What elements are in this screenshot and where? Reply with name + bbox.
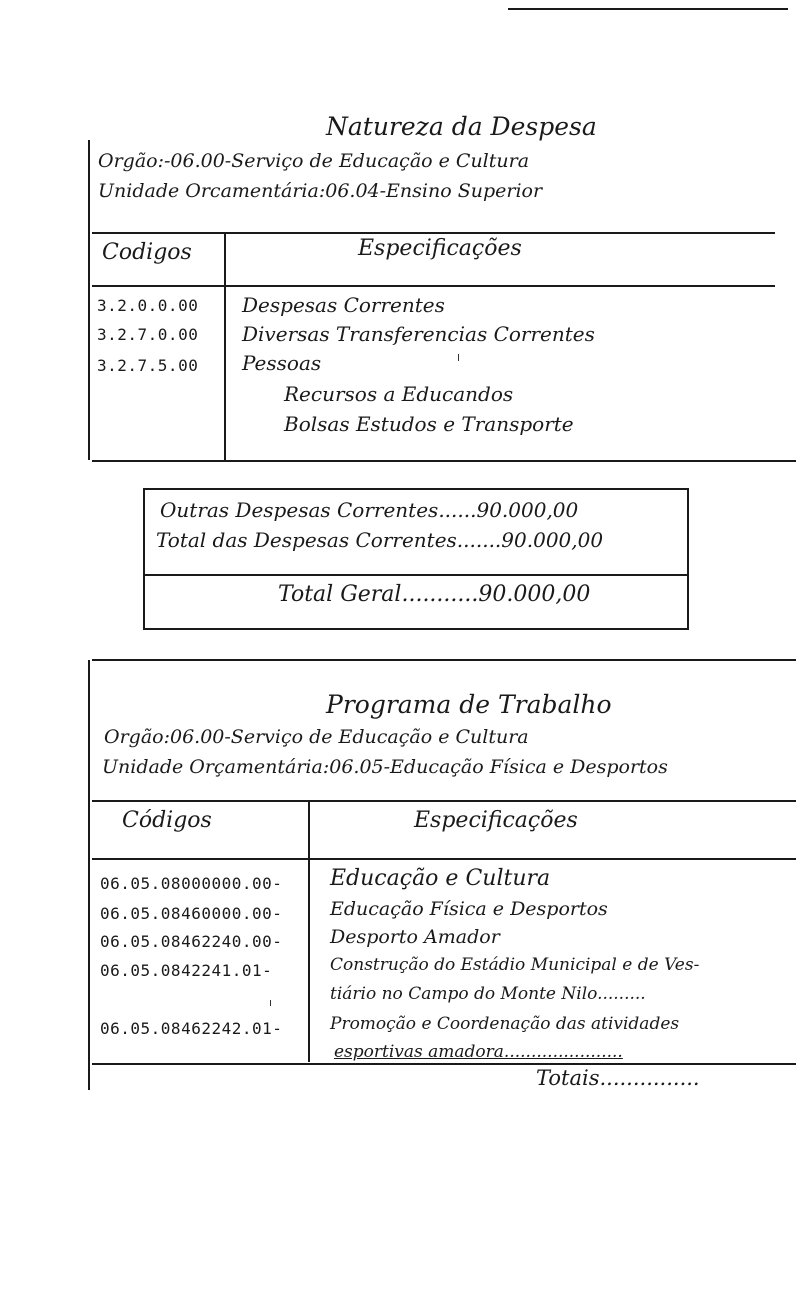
total-correntes-line: Total das Despesas Correntes.......90.000,00 <box>156 528 604 552</box>
section1-column-divider <box>224 232 226 460</box>
total-geral-line: Total Geral...........90.000,00 <box>278 582 591 607</box>
section1-unidade: Unidade Orcamentária:06.04-Ensino Superior <box>98 180 543 202</box>
section1-title: Natureza da Despesa <box>326 112 597 141</box>
section1-code-1: 3.2.0.0.00 <box>97 296 199 315</box>
section2-spec-3: Desporto Amador <box>330 926 500 948</box>
section2-spec-4: Construção do Estádio Municipal e de Ves- <box>330 955 700 975</box>
code-dash-mark <box>270 1000 271 1006</box>
top-edge-line <box>508 8 788 10</box>
section2-spec-1: Educação e Cultura <box>330 866 551 891</box>
section1-orgao: Orgão:-06.00-Serviço de Educação e Cultura <box>98 150 530 172</box>
section2-unidade: Unidade Orçamentária:06.05-Educação Física e Desportos <box>102 756 668 778</box>
section2-spec-6: Promoção e Coordenação das atividades <box>330 1014 680 1034</box>
section1-col-especificacoes: Especificações <box>358 236 522 261</box>
section1-spec-4: Recursos a Educandos <box>284 382 514 406</box>
section2-spec-7: esportivas amadora...................... <box>334 1042 623 1062</box>
section2-code-5: 06.05.08462242.01- <box>100 1019 283 1038</box>
section1-bottom-rule <box>92 460 796 462</box>
stray-mark <box>458 354 459 361</box>
totais-line: Totais............... <box>536 1066 700 1090</box>
section2-orgao: Orgão:06.00-Serviço de Educação e Cultura <box>104 726 529 748</box>
section1-spec-1: Despesas Correntes <box>242 293 445 317</box>
section2-code-4: 06.05.0842241.01- <box>100 961 273 980</box>
section2-code-1: 06.05.08000000.00- <box>100 874 283 893</box>
section2-spec-5: tiário no Campo do Monte Nilo......... <box>330 984 646 1004</box>
section1-spec-3: Pessoas <box>242 351 322 375</box>
section2-col-codigos: Códigos <box>122 808 212 833</box>
section1-header-top-rule <box>92 232 775 234</box>
outras-despesas-line: Outras Despesas Correntes......90.000,00 <box>160 498 579 522</box>
left-margin-line-2 <box>88 660 90 1090</box>
section1-col-codigos: Codigos <box>102 240 192 265</box>
section1-code-3: 3.2.7.5.00 <box>97 356 199 375</box>
section2-top-rule <box>92 659 796 661</box>
section2-col-especificacoes: Especificações <box>414 808 578 833</box>
section2-spec-2: Educação Física e Desportos <box>330 898 608 920</box>
section2-header-bottom-rule <box>92 858 796 860</box>
totals-box-divider <box>145 574 687 576</box>
section2-title: Programa de Trabalho <box>326 690 612 719</box>
section1-code-2: 3.2.7.0.00 <box>97 325 199 344</box>
section2-header-top-rule <box>92 800 796 802</box>
left-margin-line-1 <box>88 140 90 460</box>
section1-header-bottom-rule <box>92 285 775 287</box>
section2-code-3: 06.05.08462240.00- <box>100 932 283 951</box>
section2-bottom-rule <box>92 1063 796 1065</box>
section1-spec-5: Bolsas Estudos e Transporte <box>284 412 574 436</box>
section1-spec-2: Diversas Transferencias Correntes <box>242 322 595 346</box>
section2-column-divider <box>308 800 310 1062</box>
section2-code-2: 06.05.08460000.00- <box>100 904 283 923</box>
